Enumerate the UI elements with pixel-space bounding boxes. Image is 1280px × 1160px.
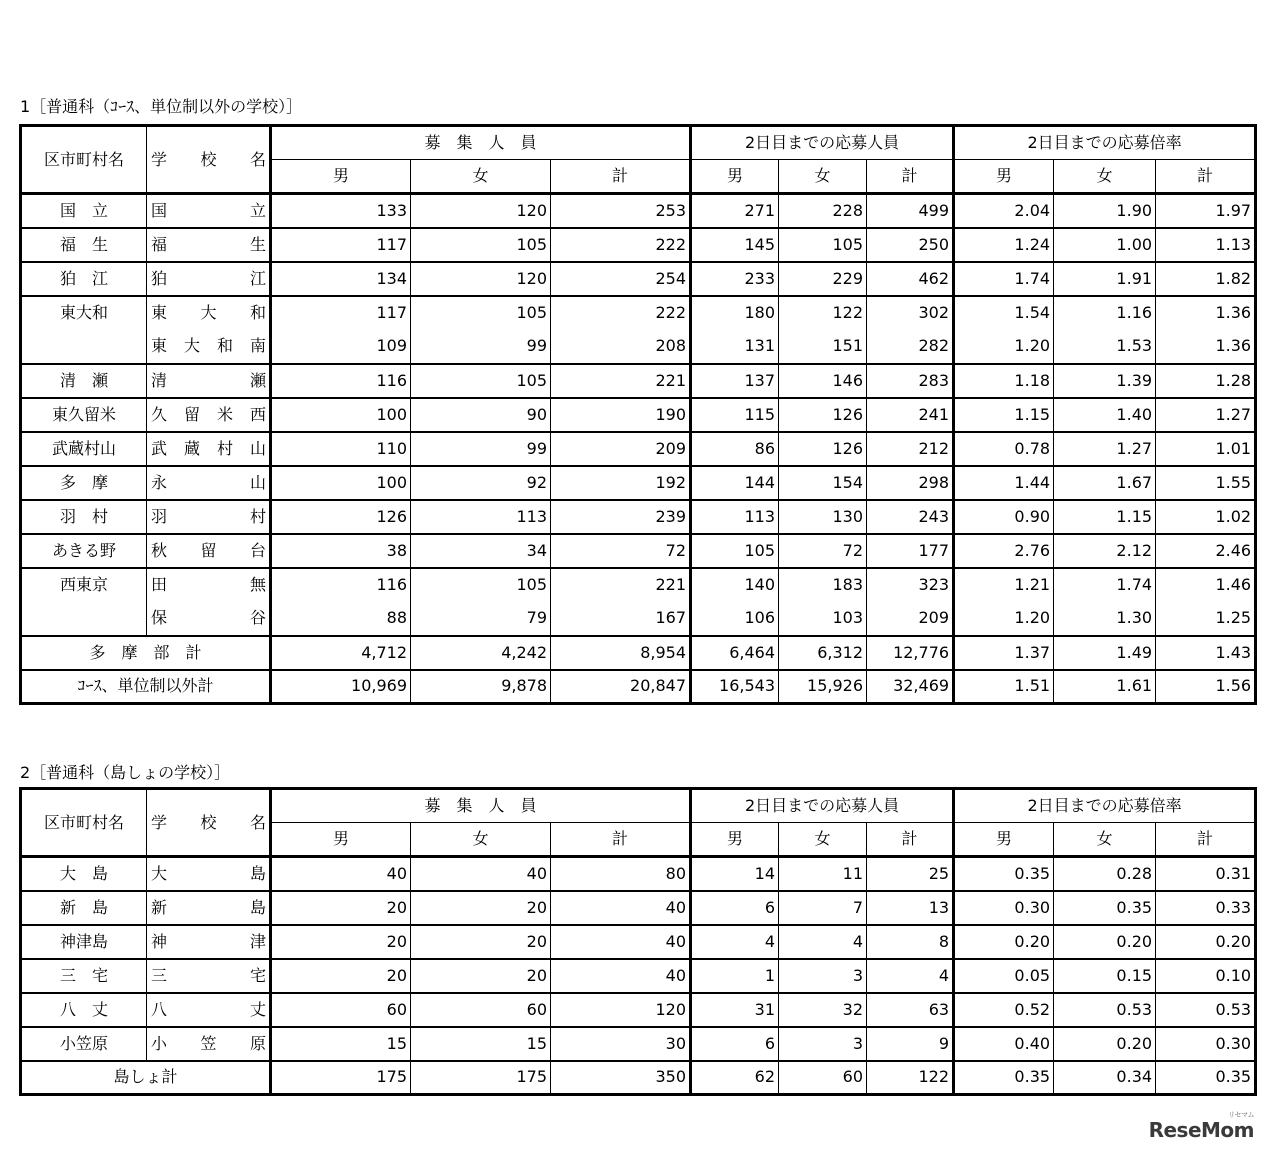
value-cell: 146 xyxy=(779,364,867,398)
school-cell: 田無 xyxy=(147,568,271,602)
value-cell: 253 xyxy=(551,194,691,228)
value-cell: 60 xyxy=(271,993,411,1027)
header-male: 男 xyxy=(691,823,779,857)
value-cell: 120 xyxy=(551,993,691,1027)
value-cell: 1.02 xyxy=(1156,500,1256,534)
value-cell: 9 xyxy=(867,1027,954,1061)
school-cell: 神津 xyxy=(147,925,271,959)
header-total: 計 xyxy=(1156,160,1256,194)
value-cell: 80 xyxy=(551,857,691,891)
total-value-cell: 12,776 xyxy=(867,636,954,670)
total-value-cell: 0.34 xyxy=(1054,1061,1156,1095)
school-cell: 新島 xyxy=(147,891,271,925)
school-cell: 久留米西 xyxy=(147,398,271,432)
value-cell: 0.35 xyxy=(1054,891,1156,925)
value-cell: 20 xyxy=(271,925,411,959)
value-cell: 20 xyxy=(411,925,551,959)
value-cell: 110 xyxy=(271,432,411,466)
value-cell: 271 xyxy=(691,194,779,228)
resemom-logo xyxy=(1148,1111,1254,1142)
value-cell: 60 xyxy=(411,993,551,1027)
value-cell: 40 xyxy=(411,857,551,891)
total-value-cell: 0.35 xyxy=(1156,1061,1256,1095)
value-cell: 140 xyxy=(691,568,779,602)
muni-cell: 清 瀬 xyxy=(21,364,147,398)
value-cell: 0.15 xyxy=(1054,959,1156,993)
value-cell: 1.44 xyxy=(954,466,1054,500)
header-female: 女 xyxy=(411,823,551,857)
total-value-cell: 15,926 xyxy=(779,670,867,704)
value-cell: 2.46 xyxy=(1156,534,1256,568)
value-cell: 180 xyxy=(691,296,779,330)
value-cell: 0.31 xyxy=(1156,857,1256,891)
header-row xyxy=(21,789,1256,823)
muni-cell: 小笠原 xyxy=(21,1027,147,1061)
school-cell: 永山 xyxy=(147,466,271,500)
total-row xyxy=(21,1061,1256,1095)
header-male: 男 xyxy=(954,823,1054,857)
table-row xyxy=(21,228,1256,262)
total-value-cell: 1.43 xyxy=(1156,636,1256,670)
header-female: 女 xyxy=(779,823,867,857)
value-cell: 241 xyxy=(867,398,954,432)
header-total: 計 xyxy=(1156,823,1256,857)
header-female: 女 xyxy=(779,160,867,194)
value-cell: 11 xyxy=(779,857,867,891)
total-value-cell: 8,954 xyxy=(551,636,691,670)
total-value-cell: 9,878 xyxy=(411,670,551,704)
header-total: 計 xyxy=(867,823,954,857)
value-cell: 92 xyxy=(411,466,551,500)
value-cell: 86 xyxy=(691,432,779,466)
value-cell: 222 xyxy=(551,296,691,330)
table-row xyxy=(21,466,1256,500)
value-cell: 6 xyxy=(691,1027,779,1061)
total-value-cell: 1.61 xyxy=(1054,670,1156,704)
table-row xyxy=(21,534,1256,568)
table-row xyxy=(21,959,1256,993)
total-value-cell: 1.49 xyxy=(1054,636,1156,670)
value-cell: 90 xyxy=(411,398,551,432)
value-cell: 120 xyxy=(411,194,551,228)
muni-cell: 羽 村 xyxy=(21,500,147,534)
value-cell: 183 xyxy=(779,568,867,602)
value-cell: 212 xyxy=(867,432,954,466)
value-cell: 0.10 xyxy=(1156,959,1256,993)
value-cell: 0.33 xyxy=(1156,891,1256,925)
section1-table xyxy=(19,124,1257,705)
value-cell: 1.91 xyxy=(1054,262,1156,296)
value-cell: 323 xyxy=(867,568,954,602)
muni-cell: 八 丈 xyxy=(21,993,147,1027)
value-cell: 105 xyxy=(691,534,779,568)
header-male: 男 xyxy=(691,160,779,194)
value-cell: 144 xyxy=(691,466,779,500)
total-value-cell: 1.51 xyxy=(954,670,1054,704)
muni-cell: 西東京 xyxy=(21,568,147,602)
school-cell: 秋留台 xyxy=(147,534,271,568)
school-cell: 小笠原 xyxy=(147,1027,271,1061)
value-cell: 15 xyxy=(411,1027,551,1061)
value-cell: 0.20 xyxy=(1156,925,1256,959)
value-cell: 1.16 xyxy=(1054,296,1156,330)
value-cell: 250 xyxy=(867,228,954,262)
school-cell: 保谷 xyxy=(147,602,271,636)
value-cell: 1.39 xyxy=(1054,364,1156,398)
value-cell: 105 xyxy=(411,568,551,602)
value-cell: 38 xyxy=(271,534,411,568)
header-bairitsu: 2日目までの応募倍率 xyxy=(954,789,1256,823)
value-cell: 116 xyxy=(271,568,411,602)
value-cell: 2.12 xyxy=(1054,534,1156,568)
value-cell: 116 xyxy=(271,364,411,398)
table-row xyxy=(21,330,1256,364)
value-cell: 103 xyxy=(779,602,867,636)
value-cell: 72 xyxy=(779,534,867,568)
value-cell: 126 xyxy=(779,432,867,466)
header-school: 学 校 名 xyxy=(147,126,271,194)
header-male: 男 xyxy=(954,160,1054,194)
table-row xyxy=(21,194,1256,228)
value-cell: 222 xyxy=(551,228,691,262)
value-cell: 40 xyxy=(551,959,691,993)
value-cell: 0.78 xyxy=(954,432,1054,466)
value-cell: 0.30 xyxy=(954,891,1054,925)
table-row xyxy=(21,398,1256,432)
value-cell: 1.20 xyxy=(954,602,1054,636)
value-cell: 1.18 xyxy=(954,364,1054,398)
value-cell: 0.20 xyxy=(1054,925,1156,959)
school-cell: 八丈 xyxy=(147,993,271,1027)
value-cell: 40 xyxy=(551,891,691,925)
school-cell: 武蔵村山 xyxy=(147,432,271,466)
table-row xyxy=(21,296,1256,330)
header-male: 男 xyxy=(271,823,411,857)
total-value-cell: 175 xyxy=(271,1061,411,1095)
value-cell: 243 xyxy=(867,500,954,534)
header-female: 女 xyxy=(1054,160,1156,194)
value-cell: 20 xyxy=(271,959,411,993)
header-muni: 区市町村名 xyxy=(21,126,147,194)
school-cell: 狛江 xyxy=(147,262,271,296)
value-cell: 1.27 xyxy=(1054,432,1156,466)
value-cell: 115 xyxy=(691,398,779,432)
header-boshu: 募 集 人 員 xyxy=(271,126,691,160)
value-cell: 0.40 xyxy=(954,1027,1054,1061)
value-cell: 2.04 xyxy=(954,194,1054,228)
value-cell: 113 xyxy=(691,500,779,534)
total-value-cell: 60 xyxy=(779,1061,867,1095)
value-cell: 131 xyxy=(691,330,779,364)
value-cell: 192 xyxy=(551,466,691,500)
total-value-cell: 350 xyxy=(551,1061,691,1095)
value-cell: 0.20 xyxy=(954,925,1054,959)
value-cell: 4 xyxy=(867,959,954,993)
total-label: 多 摩 部 計 xyxy=(21,636,271,670)
muni-cell: 三 宅 xyxy=(21,959,147,993)
header-oubo: 2日目までの応募人員 xyxy=(691,126,954,160)
value-cell: 1.27 xyxy=(1156,398,1256,432)
total-value-cell: 1.56 xyxy=(1156,670,1256,704)
value-cell: 122 xyxy=(779,296,867,330)
value-cell: 2.76 xyxy=(954,534,1054,568)
value-cell: 100 xyxy=(271,466,411,500)
muni-cell: 新 島 xyxy=(21,891,147,925)
value-cell: 134 xyxy=(271,262,411,296)
value-cell: 221 xyxy=(551,568,691,602)
total-value-cell: 175 xyxy=(411,1061,551,1095)
total-value-cell: 10,969 xyxy=(271,670,411,704)
value-cell: 133 xyxy=(271,194,411,228)
value-cell: 1.97 xyxy=(1156,194,1256,228)
value-cell: 0.52 xyxy=(954,993,1054,1027)
table-row xyxy=(21,857,1256,891)
value-cell: 1.36 xyxy=(1156,330,1256,364)
value-cell: 282 xyxy=(867,330,954,364)
value-cell: 3 xyxy=(779,959,867,993)
total-value-cell: 16,543 xyxy=(691,670,779,704)
value-cell: 1.40 xyxy=(1054,398,1156,432)
value-cell: 4 xyxy=(779,925,867,959)
muni-cell: あきる野 xyxy=(21,534,147,568)
total-row xyxy=(21,636,1256,670)
value-cell: 0.35 xyxy=(954,857,1054,891)
value-cell: 40 xyxy=(551,925,691,959)
header-school: 学 校 名 xyxy=(147,789,271,857)
total-value-cell: 6,312 xyxy=(779,636,867,670)
value-cell: 167 xyxy=(551,602,691,636)
header-oubo: 2日目までの応募人員 xyxy=(691,789,954,823)
value-cell: 14 xyxy=(691,857,779,891)
muni-cell: 武蔵村山 xyxy=(21,432,147,466)
value-cell: 298 xyxy=(867,466,954,500)
school-cell: 羽村 xyxy=(147,500,271,534)
value-cell: 254 xyxy=(551,262,691,296)
value-cell: 1 xyxy=(691,959,779,993)
total-row xyxy=(21,670,1256,704)
value-cell: 145 xyxy=(691,228,779,262)
table-row xyxy=(21,568,1256,602)
value-cell: 1.15 xyxy=(1054,500,1156,534)
header-bairitsu: 2日目までの応募倍率 xyxy=(954,126,1256,160)
value-cell: 8 xyxy=(867,925,954,959)
value-cell: 209 xyxy=(551,432,691,466)
value-cell: 20 xyxy=(271,891,411,925)
value-cell: 105 xyxy=(411,296,551,330)
section2-table xyxy=(19,787,1257,1096)
logo-text: ReseMom xyxy=(1148,1118,1254,1142)
value-cell: 0.20 xyxy=(1054,1027,1156,1061)
value-cell: 208 xyxy=(551,330,691,364)
value-cell: 1.25 xyxy=(1156,602,1256,636)
header-male: 男 xyxy=(271,160,411,194)
table-row xyxy=(21,262,1256,296)
muni-cell: 多 摩 xyxy=(21,466,147,500)
value-cell: 1.55 xyxy=(1156,466,1256,500)
value-cell: 499 xyxy=(867,194,954,228)
value-cell: 1.24 xyxy=(954,228,1054,262)
value-cell: 0.05 xyxy=(954,959,1054,993)
value-cell: 302 xyxy=(867,296,954,330)
header-muni: 区市町村名 xyxy=(21,789,147,857)
value-cell: 79 xyxy=(411,602,551,636)
muni-cell xyxy=(21,330,147,364)
value-cell: 1.00 xyxy=(1054,228,1156,262)
value-cell: 100 xyxy=(271,398,411,432)
logo-small-text: リセマム xyxy=(1228,1111,1254,1119)
school-cell: 福生 xyxy=(147,228,271,262)
value-cell: 1.20 xyxy=(954,330,1054,364)
muni-cell: 大 島 xyxy=(21,857,147,891)
table-row xyxy=(21,432,1256,466)
header-total: 計 xyxy=(551,823,691,857)
value-cell: 3 xyxy=(779,1027,867,1061)
table-row xyxy=(21,891,1256,925)
value-cell: 63 xyxy=(867,993,954,1027)
muni-cell: 福 生 xyxy=(21,228,147,262)
value-cell: 1.74 xyxy=(1054,568,1156,602)
value-cell: 126 xyxy=(271,500,411,534)
value-cell: 20 xyxy=(411,891,551,925)
value-cell: 0.28 xyxy=(1054,857,1156,891)
value-cell: 117 xyxy=(271,228,411,262)
header-female: 女 xyxy=(1054,823,1156,857)
value-cell: 1.54 xyxy=(954,296,1054,330)
value-cell: 1.30 xyxy=(1054,602,1156,636)
value-cell: 109 xyxy=(271,330,411,364)
total-value-cell: 0.35 xyxy=(954,1061,1054,1095)
muni-cell: 狛 江 xyxy=(21,262,147,296)
value-cell: 7 xyxy=(779,891,867,925)
value-cell: 20 xyxy=(411,959,551,993)
value-cell: 0.53 xyxy=(1156,993,1256,1027)
value-cell: 239 xyxy=(551,500,691,534)
school-cell: 東大和 xyxy=(147,296,271,330)
header-row xyxy=(21,126,1256,160)
value-cell: 15 xyxy=(271,1027,411,1061)
total-value-cell: 122 xyxy=(867,1061,954,1095)
total-value-cell: 4,242 xyxy=(411,636,551,670)
header-total: 計 xyxy=(867,160,954,194)
total-value-cell: 6,464 xyxy=(691,636,779,670)
value-cell: 40 xyxy=(271,857,411,891)
value-cell: 30 xyxy=(551,1027,691,1061)
total-label: 島しょ計 xyxy=(21,1061,271,1095)
school-cell: 三宅 xyxy=(147,959,271,993)
value-cell: 126 xyxy=(779,398,867,432)
school-cell: 大島 xyxy=(147,857,271,891)
muni-cell: 東久留米 xyxy=(21,398,147,432)
value-cell: 105 xyxy=(411,228,551,262)
muni-cell xyxy=(21,602,147,636)
value-cell: 1.21 xyxy=(954,568,1054,602)
muni-cell: 東大和 xyxy=(21,296,147,330)
value-cell: 137 xyxy=(691,364,779,398)
value-cell: 0.30 xyxy=(1156,1027,1256,1061)
value-cell: 1.67 xyxy=(1054,466,1156,500)
value-cell: 130 xyxy=(779,500,867,534)
value-cell: 0.90 xyxy=(954,500,1054,534)
value-cell: 1.82 xyxy=(1156,262,1256,296)
value-cell: 1.74 xyxy=(954,262,1054,296)
value-cell: 13 xyxy=(867,891,954,925)
value-cell: 1.36 xyxy=(1156,296,1256,330)
value-cell: 4 xyxy=(691,925,779,959)
value-cell: 233 xyxy=(691,262,779,296)
header-boshu: 募 集 人 員 xyxy=(271,789,691,823)
header-female: 女 xyxy=(411,160,551,194)
value-cell: 0.53 xyxy=(1054,993,1156,1027)
value-cell: 1.90 xyxy=(1054,194,1156,228)
table-row xyxy=(21,1027,1256,1061)
total-value-cell: 20,847 xyxy=(551,670,691,704)
value-cell: 151 xyxy=(779,330,867,364)
value-cell: 72 xyxy=(551,534,691,568)
table-row xyxy=(21,993,1256,1027)
value-cell: 1.01 xyxy=(1156,432,1256,466)
muni-cell: 国 立 xyxy=(21,194,147,228)
value-cell: 32 xyxy=(779,993,867,1027)
value-cell: 228 xyxy=(779,194,867,228)
value-cell: 1.13 xyxy=(1156,228,1256,262)
table-row xyxy=(21,925,1256,959)
value-cell: 106 xyxy=(691,602,779,636)
value-cell: 105 xyxy=(411,364,551,398)
value-cell: 99 xyxy=(411,330,551,364)
value-cell: 25 xyxy=(867,857,954,891)
school-cell: 清瀬 xyxy=(147,364,271,398)
value-cell: 209 xyxy=(867,602,954,636)
value-cell: 190 xyxy=(551,398,691,432)
value-cell: 117 xyxy=(271,296,411,330)
value-cell: 31 xyxy=(691,993,779,1027)
table-row xyxy=(21,364,1256,398)
value-cell: 1.46 xyxy=(1156,568,1256,602)
value-cell: 88 xyxy=(271,602,411,636)
value-cell: 113 xyxy=(411,500,551,534)
value-cell: 283 xyxy=(867,364,954,398)
value-cell: 105 xyxy=(779,228,867,262)
value-cell: 6 xyxy=(691,891,779,925)
section1-caption: 1［普通科（ｺｰｽ、単位制以外の学校）］ xyxy=(20,97,303,116)
value-cell: 229 xyxy=(779,262,867,296)
total-value-cell: 4,712 xyxy=(271,636,411,670)
school-cell: 国立 xyxy=(147,194,271,228)
muni-cell: 神津島 xyxy=(21,925,147,959)
value-cell: 1.53 xyxy=(1054,330,1156,364)
value-cell: 99 xyxy=(411,432,551,466)
total-value-cell: 1.37 xyxy=(954,636,1054,670)
value-cell: 221 xyxy=(551,364,691,398)
table-row xyxy=(21,500,1256,534)
table-row xyxy=(21,602,1256,636)
value-cell: 462 xyxy=(867,262,954,296)
section2-caption: 2［普通科（島しょの学校）］ xyxy=(20,763,231,782)
header-total: 計 xyxy=(551,160,691,194)
value-cell: 177 xyxy=(867,534,954,568)
total-value-cell: 32,469 xyxy=(867,670,954,704)
value-cell: 1.28 xyxy=(1156,364,1256,398)
school-cell: 東大和南 xyxy=(147,330,271,364)
value-cell: 34 xyxy=(411,534,551,568)
value-cell: 120 xyxy=(411,262,551,296)
total-value-cell: 62 xyxy=(691,1061,779,1095)
value-cell: 1.15 xyxy=(954,398,1054,432)
value-cell: 154 xyxy=(779,466,867,500)
total-label: ｺｰｽ、単位制以外計 xyxy=(21,670,271,704)
